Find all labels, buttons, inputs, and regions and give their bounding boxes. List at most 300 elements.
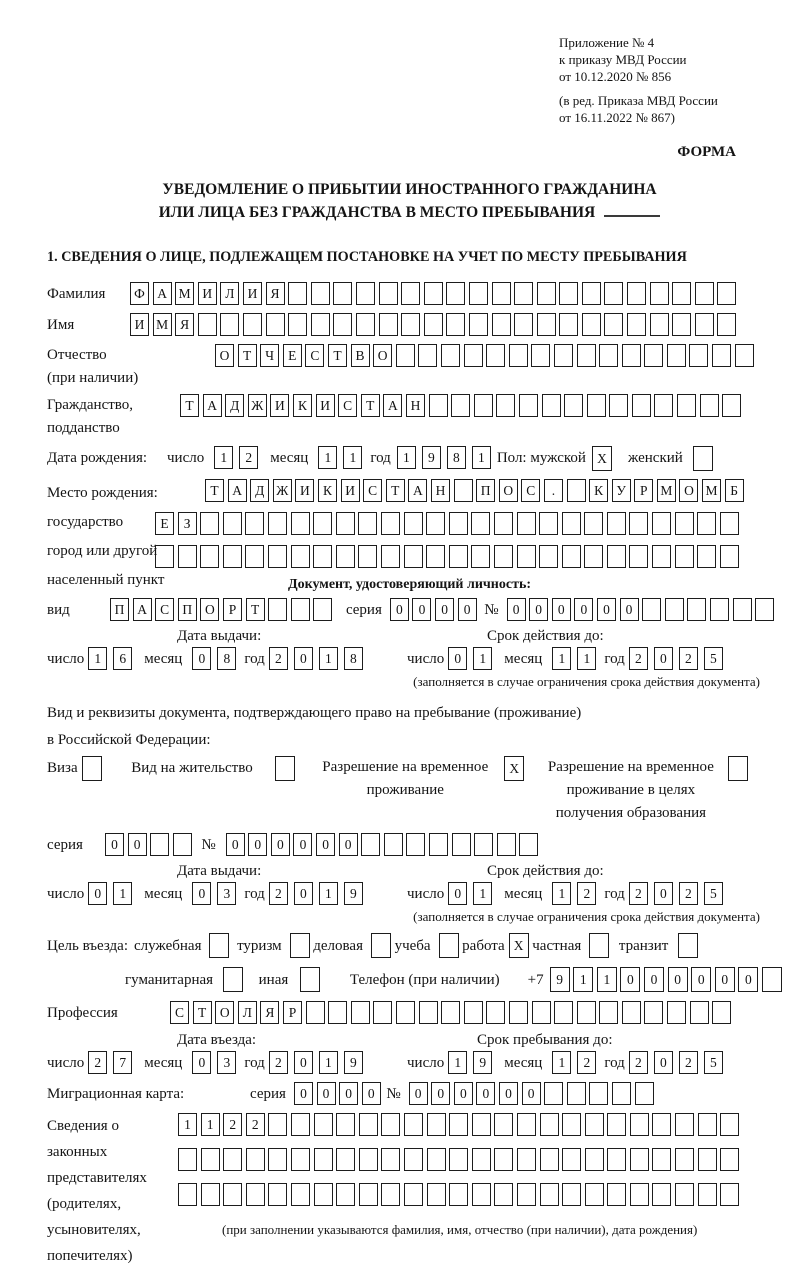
stay-day-cell[interactable]: 9 <box>473 1051 492 1074</box>
res-issue-year-cell[interactable]: 1 <box>319 882 338 905</box>
surname-cell[interactable] <box>559 282 578 305</box>
doc-valid-day-cell[interactable]: 1 <box>473 647 492 670</box>
profession-cell[interactable]: Т <box>193 1001 212 1024</box>
doc-issue-month-cell[interactable]: 8 <box>217 647 236 670</box>
doc-valid-year-cell[interactable]: 0 <box>654 647 673 670</box>
legal-reps-cell[interactable] <box>540 1183 559 1206</box>
birth-place-cell[interactable] <box>449 545 468 568</box>
legal-reps-cell[interactable] <box>314 1148 333 1171</box>
patronymic-cell[interactable] <box>418 344 437 367</box>
surname-cell[interactable] <box>288 282 307 305</box>
citizenship-cell[interactable]: С <box>338 394 357 417</box>
legal-reps-cell[interactable] <box>494 1113 513 1136</box>
res-valid-year-cell[interactable]: 2 <box>629 882 648 905</box>
birth-place-cell[interactable]: Б <box>725 479 744 502</box>
res-number-cell[interactable]: 0 <box>293 833 312 856</box>
phone-digit-cell[interactable]: 0 <box>691 967 711 992</box>
birth-place-cell[interactable]: К <box>318 479 337 502</box>
patronymic-cell[interactable] <box>644 344 663 367</box>
res-number-cell[interactable]: 0 <box>316 833 335 856</box>
birth-place-cell[interactable] <box>268 512 287 535</box>
birth-place-cell[interactable] <box>652 545 671 568</box>
citizenship-cell[interactable] <box>496 394 515 417</box>
profession-cell[interactable] <box>419 1001 438 1024</box>
doc-type-cell[interactable] <box>291 598 310 621</box>
mig-number-cell[interactable]: 0 <box>409 1082 428 1105</box>
doc-issue-year-cell[interactable]: 1 <box>319 647 338 670</box>
legal-reps-cell[interactable] <box>562 1183 581 1206</box>
citizenship-cell[interactable] <box>587 394 606 417</box>
birth-place-cell[interactable]: У <box>612 479 631 502</box>
surname-cell[interactable] <box>311 282 330 305</box>
doc-issue-year-cell[interactable]: 8 <box>344 647 363 670</box>
doc-type-cell[interactable]: П <box>110 598 129 621</box>
res-valid-year-cell[interactable]: 0 <box>654 882 673 905</box>
birth-place-cell[interactable] <box>494 512 513 535</box>
birth-place-cell[interactable] <box>652 512 671 535</box>
res-issue-year-cell[interactable]: 9 <box>344 882 363 905</box>
birth-place-cell[interactable] <box>720 512 739 535</box>
birth-place-cell[interactable] <box>675 512 694 535</box>
birth-place-cell[interactable]: П <box>476 479 495 502</box>
legal-reps-cell[interactable]: 1 <box>201 1113 220 1136</box>
patronymic-cell[interactable] <box>599 344 618 367</box>
doc-valid-day-cell[interactable]: 0 <box>448 647 467 670</box>
mig-number-cell[interactable] <box>612 1082 631 1105</box>
doc-series-cell[interactable]: 0 <box>458 598 477 621</box>
birth-place-cell[interactable]: Н <box>431 479 450 502</box>
doc-number-cell[interactable]: 0 <box>507 598 526 621</box>
doc-type-cell[interactable]: О <box>200 598 219 621</box>
birth-place-cell[interactable]: М <box>657 479 676 502</box>
mig-number-cell[interactable] <box>544 1082 563 1105</box>
legal-reps-cell[interactable] <box>404 1183 423 1206</box>
surname-cell[interactable] <box>717 282 736 305</box>
patronymic-cell[interactable]: Т <box>238 344 257 367</box>
birth-place-cell[interactable] <box>358 512 377 535</box>
stay-month-cell[interactable]: 1 <box>552 1051 571 1074</box>
doc-type-cell[interactable]: П <box>178 598 197 621</box>
surname-cell[interactable] <box>446 282 465 305</box>
doc-type-cell[interactable]: Т <box>246 598 265 621</box>
given-name-cell[interactable] <box>469 313 488 336</box>
res-number-cell[interactable]: 0 <box>226 833 245 856</box>
legal-reps-cell[interactable] <box>630 1183 649 1206</box>
patronymic-cell[interactable] <box>531 344 550 367</box>
legal-reps-cell[interactable] <box>201 1148 220 1171</box>
doc-number-cell[interactable] <box>642 598 661 621</box>
birth-place-cell[interactable]: А <box>228 479 247 502</box>
doc-type-cell[interactable]: С <box>155 598 174 621</box>
legal-reps-cell[interactable] <box>381 1148 400 1171</box>
stay-month-cell[interactable]: 2 <box>577 1051 596 1074</box>
legal-reps-cell[interactable] <box>427 1183 446 1206</box>
legal-reps-cell[interactable] <box>607 1148 626 1171</box>
profession-cell[interactable] <box>554 1001 573 1024</box>
citizenship-cell[interactable]: К <box>293 394 312 417</box>
citizenship-cell[interactable]: Ж <box>248 394 267 417</box>
legal-reps-cell[interactable] <box>652 1148 671 1171</box>
patronymic-cell[interactable] <box>396 344 415 367</box>
birth-place-cell[interactable]: Р <box>634 479 653 502</box>
purpose-humanitarian-checkbox[interactable] <box>223 967 243 992</box>
profession-cell[interactable]: Я <box>260 1001 279 1024</box>
res-number-cell[interactable] <box>519 833 538 856</box>
entry-year-cell[interactable]: 0 <box>294 1051 313 1074</box>
citizenship-cell[interactable]: И <box>316 394 335 417</box>
profession-cell[interactable] <box>690 1001 709 1024</box>
legal-reps-cell[interactable] <box>720 1183 739 1206</box>
surname-cell[interactable] <box>333 282 352 305</box>
purpose-tourism-checkbox[interactable] <box>290 933 310 958</box>
birth-day-cell[interactable]: 2 <box>239 446 258 469</box>
legal-reps-cell[interactable] <box>698 1148 717 1171</box>
birth-place-cell[interactable]: . <box>544 479 563 502</box>
temp-residence-checkbox[interactable]: X <box>504 756 524 781</box>
surname-cell[interactable] <box>514 282 533 305</box>
given-name-cell[interactable] <box>514 313 533 336</box>
legal-reps-cell[interactable] <box>381 1183 400 1206</box>
res-valid-year-cell[interactable]: 5 <box>704 882 723 905</box>
surname-cell[interactable]: Я <box>266 282 285 305</box>
birth-place-cell[interactable] <box>381 512 400 535</box>
birth-place-cell[interactable]: С <box>363 479 382 502</box>
birth-place-cell[interactable] <box>291 545 310 568</box>
phone-digit-cell[interactable]: 0 <box>668 967 688 992</box>
surname-cell[interactable] <box>582 282 601 305</box>
birth-place-cell[interactable] <box>381 545 400 568</box>
stay-day-cell[interactable]: 1 <box>448 1051 467 1074</box>
legal-reps-cell[interactable] <box>720 1113 739 1136</box>
legal-reps-cell[interactable] <box>336 1148 355 1171</box>
doc-valid-year-cell[interactable]: 5 <box>704 647 723 670</box>
legal-reps-cell[interactable] <box>698 1183 717 1206</box>
birth-place-cell[interactable] <box>517 512 536 535</box>
surname-cell[interactable] <box>627 282 646 305</box>
surname-cell[interactable] <box>379 282 398 305</box>
doc-number-cell[interactable]: 0 <box>552 598 571 621</box>
citizenship-cell[interactable] <box>654 394 673 417</box>
given-name-cell[interactable] <box>379 313 398 336</box>
given-name-cell[interactable] <box>311 313 330 336</box>
doc-issue-month-cell[interactable]: 0 <box>192 647 211 670</box>
profession-cell[interactable] <box>532 1001 551 1024</box>
birth-place-cell[interactable] <box>607 545 626 568</box>
patronymic-cell[interactable] <box>486 344 505 367</box>
birth-place-cell[interactable] <box>313 512 332 535</box>
given-name-cell[interactable] <box>198 313 217 336</box>
citizenship-cell[interactable]: А <box>203 394 222 417</box>
given-name-cell[interactable] <box>424 313 443 336</box>
birth-place-cell[interactable] <box>268 545 287 568</box>
given-name-cell[interactable] <box>243 313 262 336</box>
birth-place-cell[interactable]: А <box>408 479 427 502</box>
phone-digit-cell[interactable]: 0 <box>715 967 735 992</box>
birth-place-cell[interactable] <box>720 545 739 568</box>
citizenship-cell[interactable]: Т <box>361 394 380 417</box>
res-number-cell[interactable] <box>429 833 448 856</box>
mig-number-cell[interactable] <box>567 1082 586 1105</box>
legal-reps-cell[interactable] <box>517 1113 536 1136</box>
given-name-cell[interactable] <box>717 313 736 336</box>
doc-valid-month-cell[interactable]: 1 <box>577 647 596 670</box>
doc-number-cell[interactable]: 0 <box>529 598 548 621</box>
profession-cell[interactable]: Л <box>238 1001 257 1024</box>
profession-cell[interactable] <box>441 1001 460 1024</box>
birth-place-cell[interactable]: Т <box>386 479 405 502</box>
legal-reps-cell[interactable] <box>607 1183 626 1206</box>
mig-series-cell[interactable]: 0 <box>339 1082 358 1105</box>
entry-year-cell[interactable]: 1 <box>319 1051 338 1074</box>
legal-reps-cell[interactable] <box>336 1113 355 1136</box>
doc-number-cell[interactable]: 0 <box>574 598 593 621</box>
legal-reps-cell[interactable] <box>359 1183 378 1206</box>
given-name-cell[interactable] <box>266 313 285 336</box>
legal-reps-cell[interactable] <box>427 1148 446 1171</box>
legal-reps-cell[interactable] <box>675 1148 694 1171</box>
mig-series-cell[interactable]: 0 <box>317 1082 336 1105</box>
birth-place-cell[interactable] <box>223 545 242 568</box>
res-number-cell[interactable] <box>452 833 471 856</box>
legal-reps-cell[interactable] <box>562 1148 581 1171</box>
doc-type-cell[interactable] <box>313 598 332 621</box>
surname-cell[interactable] <box>356 282 375 305</box>
doc-number-cell[interactable]: 0 <box>620 598 639 621</box>
surname-cell[interactable] <box>604 282 623 305</box>
patronymic-cell[interactable]: Т <box>328 344 347 367</box>
birth-place-cell[interactable]: С <box>521 479 540 502</box>
mig-series-cell[interactable]: 0 <box>362 1082 381 1105</box>
given-name-cell[interactable]: М <box>153 313 172 336</box>
birth-place-cell[interactable] <box>245 545 264 568</box>
citizenship-cell[interactable] <box>700 394 719 417</box>
citizenship-cell[interactable] <box>632 394 651 417</box>
legal-reps-cell[interactable] <box>630 1148 649 1171</box>
temp-residence-edu-checkbox[interactable] <box>728 756 748 781</box>
legal-reps-cell[interactable] <box>675 1113 694 1136</box>
doc-valid-year-cell[interactable]: 2 <box>629 647 648 670</box>
doc-series-cell[interactable]: 0 <box>412 598 431 621</box>
legal-reps-cell[interactable] <box>223 1183 242 1206</box>
res-number-cell[interactable]: 0 <box>271 833 290 856</box>
entry-year-cell[interactable]: 2 <box>269 1051 288 1074</box>
birth-place-cell[interactable] <box>313 545 332 568</box>
birth-place-cell[interactable] <box>291 512 310 535</box>
birth-place-cell[interactable] <box>494 545 513 568</box>
patronymic-cell[interactable] <box>509 344 528 367</box>
doc-valid-year-cell[interactable]: 2 <box>679 647 698 670</box>
doc-issue-year-cell[interactable]: 2 <box>269 647 288 670</box>
birth-place-cell[interactable] <box>426 512 445 535</box>
stay-year-cell[interactable]: 0 <box>654 1051 673 1074</box>
birth-place-cell[interactable] <box>358 545 377 568</box>
citizenship-cell[interactable] <box>519 394 538 417</box>
purpose-other-checkbox[interactable] <box>300 967 320 992</box>
patronymic-cell[interactable] <box>441 344 460 367</box>
res-number-cell[interactable] <box>497 833 516 856</box>
surname-cell[interactable]: А <box>153 282 172 305</box>
profession-cell[interactable] <box>599 1001 618 1024</box>
given-name-cell[interactable]: И <box>130 313 149 336</box>
legal-reps-cell[interactable]: 1 <box>178 1113 197 1136</box>
stay-year-cell[interactable]: 2 <box>679 1051 698 1074</box>
doc-series-cell[interactable]: 0 <box>390 598 409 621</box>
legal-reps-cell[interactable] <box>268 1183 287 1206</box>
doc-type-cell[interactable]: Р <box>223 598 242 621</box>
doc-number-cell[interactable] <box>687 598 706 621</box>
birth-place-cell[interactable]: Т <box>205 479 224 502</box>
profession-cell[interactable] <box>351 1001 370 1024</box>
legal-reps-cell[interactable] <box>472 1148 491 1171</box>
purpose-private-checkbox[interactable] <box>589 933 609 958</box>
patronymic-cell[interactable]: Е <box>283 344 302 367</box>
surname-cell[interactable] <box>695 282 714 305</box>
citizenship-cell[interactable] <box>677 394 696 417</box>
legal-reps-cell[interactable] <box>585 1113 604 1136</box>
birth-place-cell[interactable] <box>517 545 536 568</box>
res-issue-year-cell[interactable]: 0 <box>294 882 313 905</box>
legal-reps-cell[interactable]: 2 <box>223 1113 242 1136</box>
patronymic-cell[interactable] <box>689 344 708 367</box>
phone-digit-cell[interactable]: 0 <box>644 967 664 992</box>
legal-reps-cell[interactable] <box>359 1113 378 1136</box>
birth-place-cell[interactable]: Ж <box>273 479 292 502</box>
birth-place-cell[interactable] <box>454 479 473 502</box>
profession-cell[interactable] <box>306 1001 325 1024</box>
birth-place-cell[interactable] <box>607 512 626 535</box>
mig-number-cell[interactable] <box>589 1082 608 1105</box>
sex-female-checkbox[interactable] <box>693 446 713 471</box>
patronymic-cell[interactable]: О <box>215 344 234 367</box>
profession-cell[interactable] <box>667 1001 686 1024</box>
phone-digit-cell[interactable]: 1 <box>573 967 593 992</box>
birth-place-cell[interactable]: И <box>295 479 314 502</box>
surname-cell[interactable]: И <box>198 282 217 305</box>
patronymic-cell[interactable] <box>622 344 641 367</box>
phone-digit-cell[interactable]: 1 <box>597 967 617 992</box>
birth-month-cell[interactable]: 1 <box>343 446 362 469</box>
birth-year-cell[interactable]: 1 <box>397 446 416 469</box>
doc-number-cell[interactable] <box>755 598 774 621</box>
birth-year-cell[interactable]: 8 <box>447 446 466 469</box>
profession-cell[interactable] <box>464 1001 483 1024</box>
purpose-transit-checkbox[interactable] <box>678 933 698 958</box>
legal-reps-cell[interactable] <box>540 1148 559 1171</box>
given-name-cell[interactable] <box>627 313 646 336</box>
legal-reps-cell[interactable] <box>314 1183 333 1206</box>
legal-reps-cell[interactable] <box>427 1113 446 1136</box>
entry-day-cell[interactable]: 7 <box>113 1051 132 1074</box>
doc-number-cell[interactable] <box>710 598 729 621</box>
legal-reps-cell[interactable] <box>652 1183 671 1206</box>
birth-place-cell[interactable] <box>471 545 490 568</box>
birth-place-cell[interactable]: Е <box>155 512 174 535</box>
citizenship-cell[interactable] <box>429 394 448 417</box>
patronymic-cell[interactable]: Ч <box>260 344 279 367</box>
birth-place-cell[interactable]: О <box>679 479 698 502</box>
birth-place-cell[interactable]: М <box>702 479 721 502</box>
patronymic-cell[interactable] <box>712 344 731 367</box>
legal-reps-cell[interactable] <box>449 1148 468 1171</box>
phone-digit-cell[interactable]: 0 <box>738 967 758 992</box>
res-number-cell[interactable] <box>384 833 403 856</box>
birth-place-cell[interactable] <box>562 545 581 568</box>
phone-digit-cell[interactable]: 9 <box>550 967 570 992</box>
phone-digit-cell[interactable]: 0 <box>620 967 640 992</box>
birth-place-cell[interactable] <box>675 545 694 568</box>
doc-issue-year-cell[interactable]: 0 <box>294 647 313 670</box>
profession-cell[interactable]: О <box>215 1001 234 1024</box>
res-issue-year-cell[interactable]: 2 <box>269 882 288 905</box>
legal-reps-cell[interactable] <box>562 1113 581 1136</box>
surname-cell[interactable] <box>672 282 691 305</box>
birth-place-cell[interactable] <box>223 512 242 535</box>
given-name-cell[interactable] <box>695 313 714 336</box>
purpose-business-checkbox[interactable] <box>209 933 229 958</box>
doc-number-cell[interactable] <box>733 598 752 621</box>
legal-reps-cell[interactable] <box>517 1183 536 1206</box>
legal-reps-cell[interactable] <box>314 1113 333 1136</box>
legal-reps-cell[interactable] <box>720 1148 739 1171</box>
profession-cell[interactable] <box>486 1001 505 1024</box>
profession-cell[interactable] <box>373 1001 392 1024</box>
given-name-cell[interactable] <box>604 313 623 336</box>
birth-place-cell[interactable] <box>404 512 423 535</box>
patronymic-cell[interactable] <box>577 344 596 367</box>
legal-reps-cell[interactable] <box>494 1183 513 1206</box>
res-series-cell[interactable] <box>173 833 192 856</box>
patronymic-cell[interactable]: С <box>305 344 324 367</box>
birth-place-cell[interactable] <box>471 512 490 535</box>
citizenship-cell[interactable]: Д <box>225 394 244 417</box>
stay-year-cell[interactable]: 2 <box>629 1051 648 1074</box>
surname-cell[interactable] <box>469 282 488 305</box>
birth-place-cell[interactable] <box>426 545 445 568</box>
legal-reps-cell[interactable] <box>585 1183 604 1206</box>
legal-reps-cell[interactable] <box>585 1148 604 1171</box>
birth-place-cell[interactable] <box>697 545 716 568</box>
birth-place-cell[interactable] <box>629 512 648 535</box>
legal-reps-cell[interactable] <box>291 1148 310 1171</box>
given-name-cell[interactable] <box>559 313 578 336</box>
given-name-cell[interactable] <box>582 313 601 336</box>
legal-reps-cell[interactable]: 2 <box>246 1113 265 1136</box>
birth-place-cell[interactable] <box>584 512 603 535</box>
birth-year-cell[interactable]: 9 <box>422 446 441 469</box>
mig-number-cell[interactable]: 0 <box>522 1082 541 1105</box>
profession-cell[interactable] <box>396 1001 415 1024</box>
phone-digit-cell[interactable] <box>762 967 782 992</box>
purpose-commercial-checkbox[interactable] <box>371 933 391 958</box>
surname-cell[interactable]: М <box>175 282 194 305</box>
res-series-cell[interactable]: 0 <box>105 833 124 856</box>
doc-series-cell[interactable]: 0 <box>435 598 454 621</box>
entry-year-cell[interactable]: 9 <box>344 1051 363 1074</box>
stay-year-cell[interactable]: 5 <box>704 1051 723 1074</box>
visa-checkbox[interactable] <box>82 756 102 781</box>
mig-series-cell[interactable]: 0 <box>294 1082 313 1105</box>
res-series-cell[interactable] <box>150 833 169 856</box>
given-name-cell[interactable] <box>220 313 239 336</box>
legal-reps-cell[interactable] <box>291 1183 310 1206</box>
legal-reps-cell[interactable] <box>449 1113 468 1136</box>
doc-type-cell[interactable]: А <box>133 598 152 621</box>
given-name-cell[interactable] <box>492 313 511 336</box>
doc-number-cell[interactable] <box>665 598 684 621</box>
res-series-cell[interactable]: 0 <box>128 833 147 856</box>
residence-permit-checkbox[interactable] <box>275 756 295 781</box>
legal-reps-cell[interactable] <box>268 1113 287 1136</box>
